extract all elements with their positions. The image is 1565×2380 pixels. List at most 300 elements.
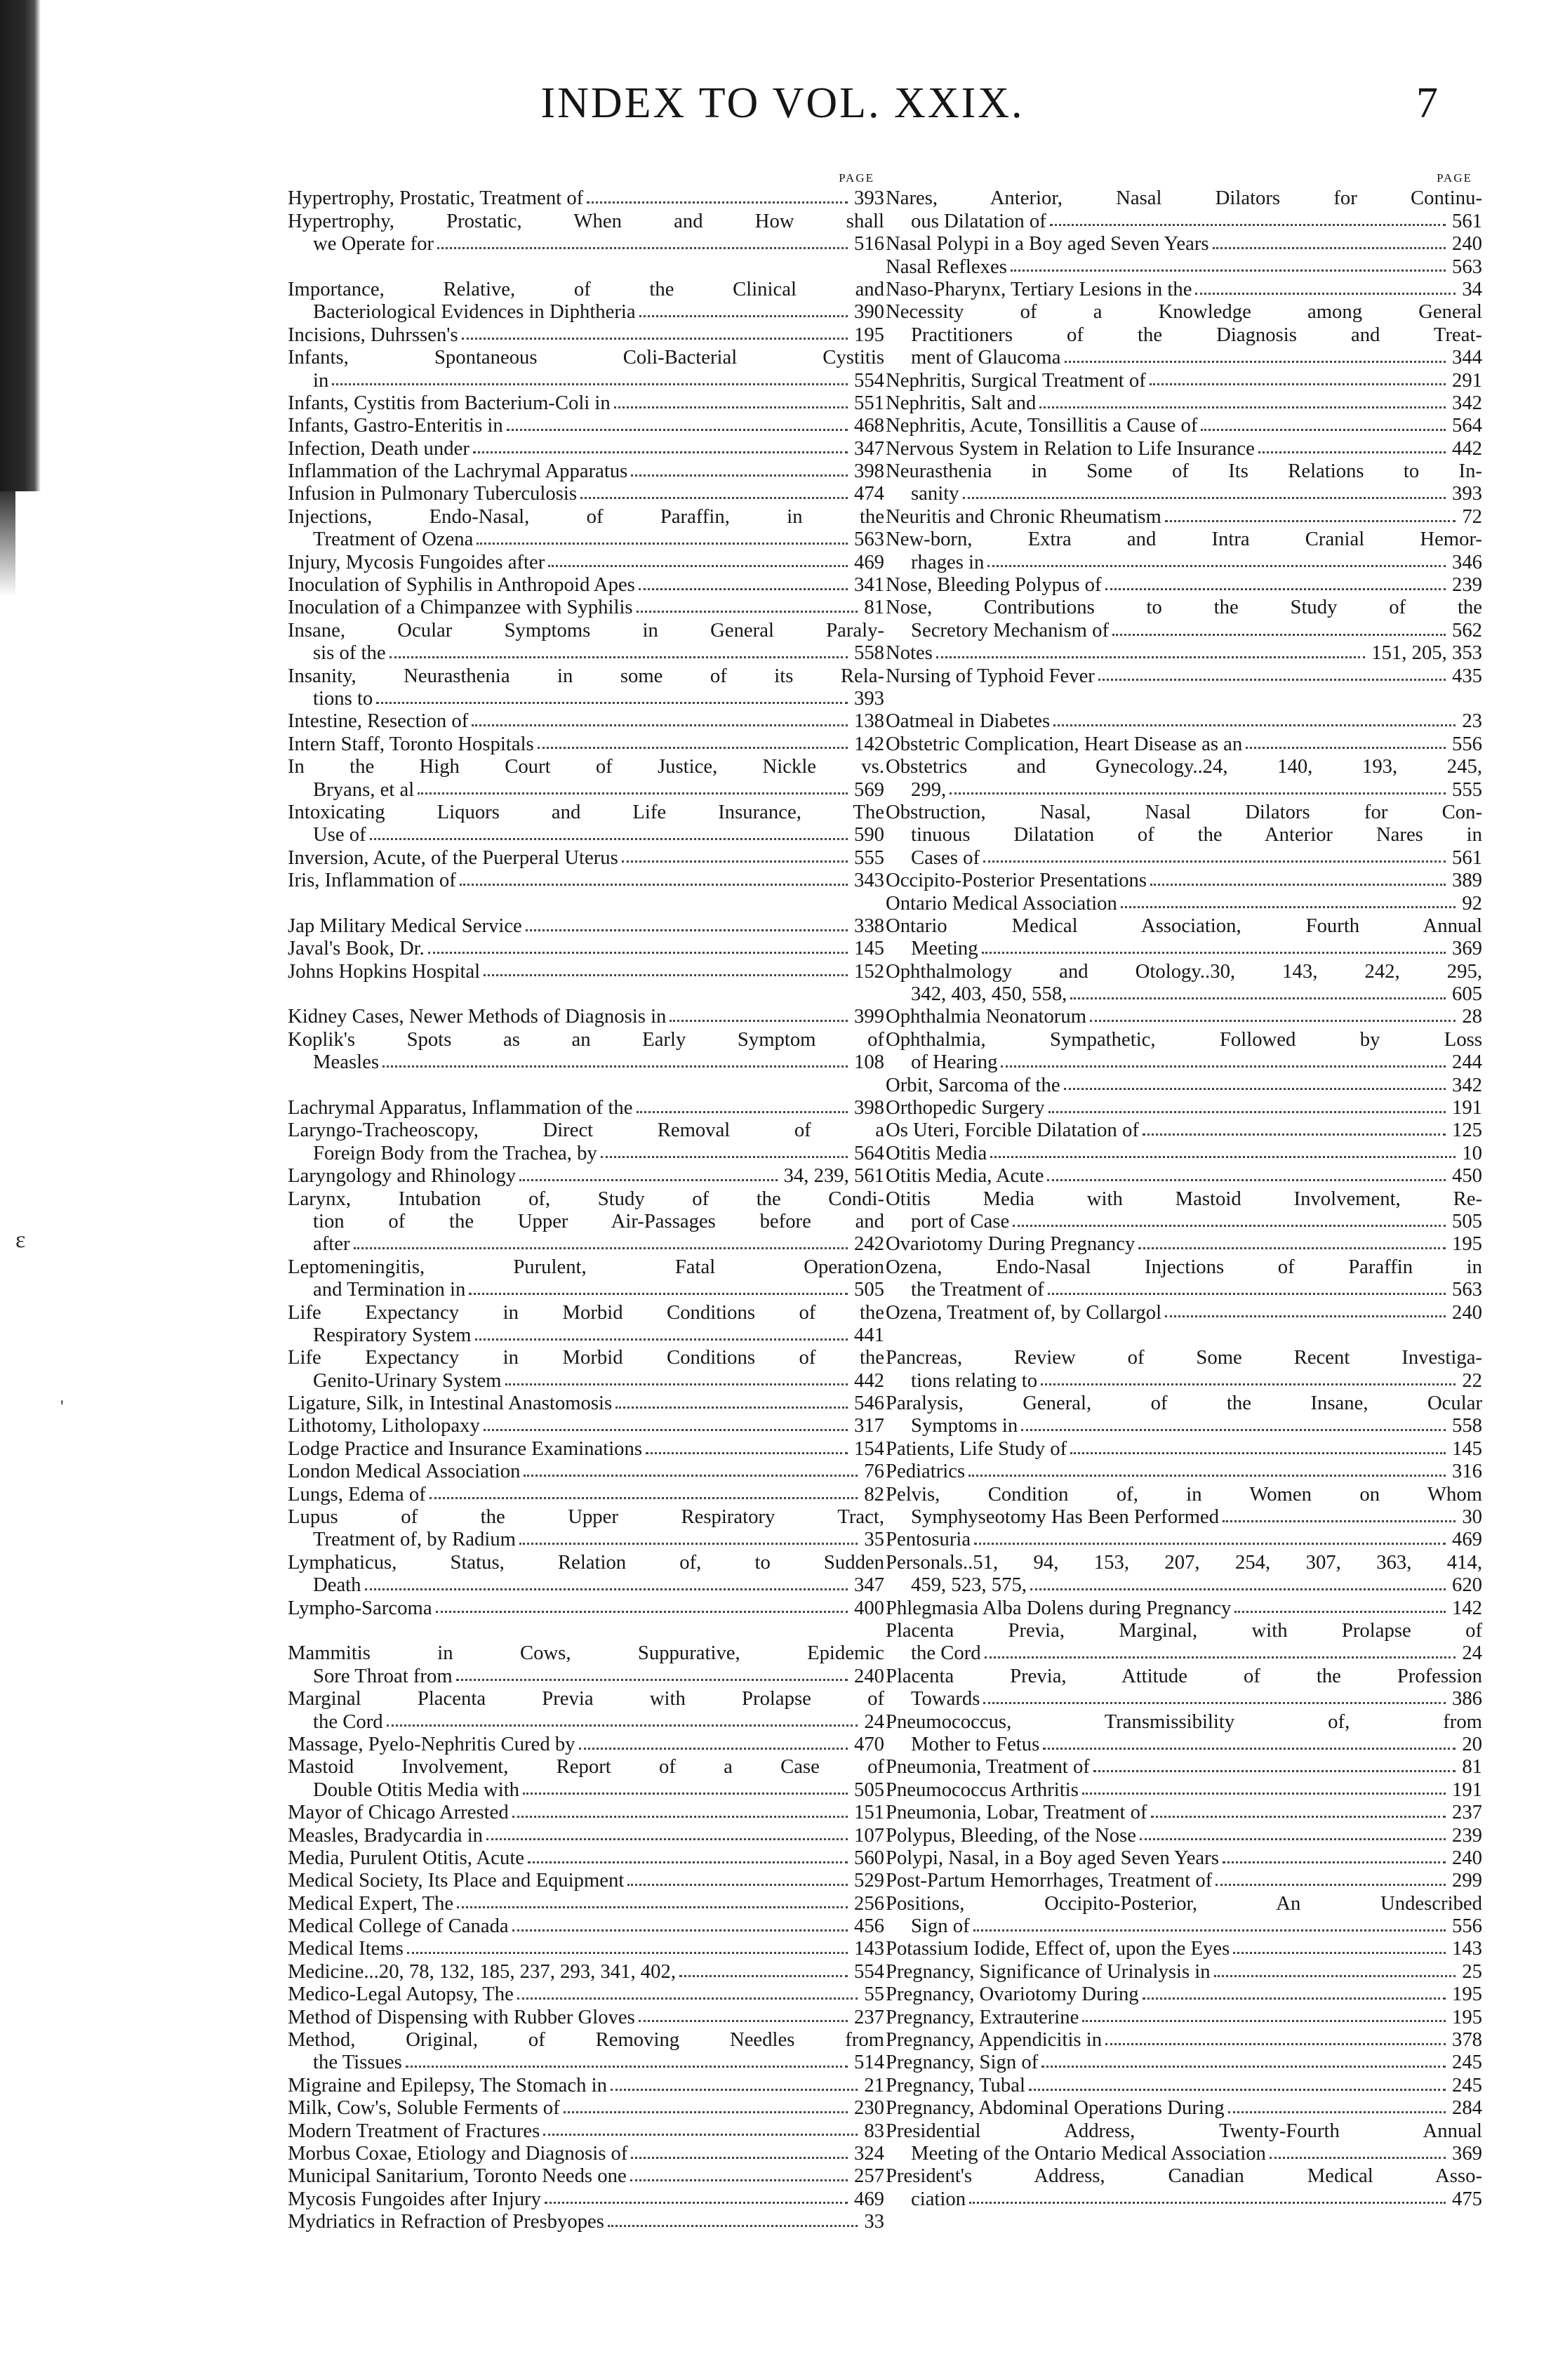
index-entry-text: Milk, Cow's, Soluble Ferments of [288, 2096, 560, 2120]
index-entry-text: Municipal Sanitarium, Toronto Needs one [288, 2165, 627, 2188]
page-reference: 242 [853, 1232, 884, 1256]
index-entry [886, 710, 1482, 732]
page-column-heading: PAGE [839, 171, 874, 185]
index-entry [288, 2188, 884, 2210]
index-entry-heading [886, 1074, 1482, 1096]
page-reference: 20 [1462, 1732, 1482, 1755]
page-reference: 546 [853, 1392, 884, 1415]
index-entry-text: Injections, Endo-Nasal, of Paraffin, in the [288, 505, 884, 528]
index-entry [288, 1755, 884, 1801]
dot-leader [1105, 2043, 1446, 2045]
dot-leader [974, 1543, 1446, 1545]
index-entry-text: Phlegmasia Alba Dolens during Pregnancy [886, 1596, 1232, 1619]
index-entry-heading [886, 915, 1482, 937]
index-entry-text: Life Expectancy in Morbid Conditions of the [288, 1301, 884, 1324]
dot-leader [484, 974, 848, 976]
index-entry-text: Pregnancy, Abdominal Operations During [886, 2096, 1225, 2120]
index-entry-text: Larynx, Intubation of, Study of the Condi- [288, 1187, 884, 1210]
index-entry-heading [886, 232, 1482, 255]
page-reference: 556 [1451, 732, 1482, 755]
dot-leader [1214, 1975, 1456, 1977]
index-entry [288, 1256, 884, 1301]
index-entry-text: after [313, 1232, 350, 1256]
dot-leader [477, 543, 848, 545]
dot-leader [538, 747, 848, 749]
index-entry-continuation [886, 1278, 1482, 1301]
page-reference: 23 [1462, 710, 1482, 733]
index-entry [288, 1824, 884, 1847]
page-reference: 34 [1462, 277, 1482, 300]
index-entry [288, 1551, 884, 1597]
page-reference: 191 [1451, 1778, 1482, 1801]
page-reference: 34, 239, 561 [783, 1164, 884, 1188]
index-entry-text: Orbit, Sarcoma of the [886, 1073, 1060, 1096]
page-reference: 195 [1451, 1232, 1482, 1256]
index-entry-text: Hypertrophy, Prostatic, Treatment of [288, 187, 584, 210]
index-entry-text: In the High Court of Justice, Nickle vs. [288, 755, 884, 778]
dot-leader [1048, 1293, 1446, 1295]
index-entry-text: Nasal Reflexes [886, 255, 1007, 278]
index-entry [288, 1983, 884, 2005]
page-reference: 505 [853, 1778, 884, 1801]
dot-leader [1029, 2089, 1446, 2091]
index-entry-continuation [288, 528, 884, 550]
page-reference: 28 [1462, 1005, 1482, 1028]
index-entry-text: President's Address, Canadian Medical Asso- [886, 2165, 1482, 2188]
index-entry-heading [288, 937, 884, 959]
dot-leader [580, 497, 848, 499]
dot-leader [1082, 1793, 1446, 1795]
dot-leader [564, 2111, 848, 2113]
index-entry-heading [288, 414, 884, 437]
index-entry [886, 1164, 1482, 1187]
index-entry-heading [288, 1483, 884, 1505]
index-entry-heading [886, 1619, 1482, 1642]
page-reference: 291 [1451, 368, 1482, 392]
index-entry-heading [886, 1755, 1482, 1778]
dot-leader [1165, 1315, 1446, 1317]
page-reference: 442 [853, 1369, 884, 1392]
index-entry-text: Pelvis, Condition of, in Women on Whom [886, 1482, 1482, 1505]
index-entry-text: the Cord [911, 1642, 981, 1665]
page-reference: 342 [1451, 1073, 1482, 1096]
index-entry-text: Lungs, Edema of [288, 1482, 426, 1505]
index-entry-text: Jap Military Medical Service [288, 914, 522, 937]
index-entry [288, 324, 884, 346]
index-entry-continuation [288, 369, 884, 392]
page-reference: 400 [853, 1596, 884, 1619]
index-entry-heading [288, 1301, 884, 1324]
index-entry-heading [886, 1005, 1482, 1028]
page-reference: 195 [1451, 2005, 1482, 2028]
index-entry-text: Laryngology and Rhinology [288, 1164, 517, 1188]
index-entry-text: Nephritis, Salt and [886, 391, 1037, 414]
index-entry [886, 1801, 1482, 1823]
index-entry [886, 369, 1482, 392]
index-entry-text: the Cord [313, 1710, 383, 1733]
index-entry [886, 392, 1482, 414]
index-entry [288, 937, 884, 959]
page-reference: 230 [853, 2096, 884, 2120]
index-entry-continuation [886, 482, 1482, 505]
index-entry-heading [288, 1824, 884, 1847]
dot-leader [545, 2202, 848, 2204]
index-entry [288, 482, 884, 505]
page-reference: 21 [864, 2073, 884, 2096]
dot-leader [472, 724, 848, 726]
page-reference: 195 [1451, 1983, 1482, 2006]
index-entry-text: ciation [911, 2187, 966, 2210]
page-reference: 237 [1451, 1801, 1482, 1824]
index-entry [288, 1301, 884, 1347]
index-entry [288, 1687, 884, 1733]
index-entry-continuation [886, 1574, 1482, 1596]
index-entry-heading [288, 1460, 884, 1482]
dot-leader [484, 1429, 848, 1431]
dot-leader [1011, 270, 1446, 272]
index-entry-continuation [288, 232, 884, 255]
index-entry-text: Mammitis in Cows, Suppurative, Epidemic [288, 1642, 884, 1665]
index-entry-text: Ozena, Endo-Nasal Injections of Paraffin in [886, 1255, 1482, 1278]
page-reference: 605 [1451, 983, 1482, 1006]
dot-leader [1138, 1247, 1446, 1249]
index-entry-heading [288, 1983, 884, 2005]
index-entry [886, 1028, 1482, 1074]
index-entry-text: Lithotomy, Litholopaxy [288, 1414, 480, 1437]
index-entry-text: rhages in [911, 550, 985, 573]
index-entry-heading [886, 1392, 1482, 1414]
index-entry-heading [886, 1892, 1482, 1915]
index-entry-heading [886, 1665, 1482, 1687]
page-reference: 516 [853, 232, 884, 255]
index-entry-text: Lodge Practice and Insurance Examinations [288, 1437, 643, 1460]
index-entry-text: Ovariotomy During Pregnancy [886, 1232, 1136, 1256]
index-entry [886, 641, 1482, 664]
index-entries-right [886, 187, 1482, 2210]
index-entry-continuation [886, 1733, 1482, 1755]
index-entry-heading [288, 1028, 884, 1051]
index-entry [886, 2165, 1482, 2210]
index-entry [886, 1665, 1482, 1710]
index-entry-continuation [288, 300, 884, 323]
index-entry-heading [886, 505, 1482, 528]
index-entry-text: and Termination in [313, 1278, 466, 1301]
index-entry-text: Use of [313, 823, 366, 846]
dot-leader [1047, 1179, 1445, 1181]
index-entry [886, 733, 1482, 755]
index-entry-text: Media, Purulent Otitis, Acute [288, 1846, 525, 1869]
page-reference: 505 [1451, 1209, 1482, 1232]
index-entry-text: Ontario Medical Association [886, 891, 1117, 915]
page-reference: 142 [1451, 1596, 1482, 1619]
index-entry-heading [886, 1142, 1482, 1164]
dot-leader [418, 792, 848, 795]
index-entry-heading [288, 596, 884, 618]
index-entry-continuation [288, 1710, 884, 1733]
index-entry [288, 1119, 884, 1164]
page-reference: 145 [853, 937, 884, 960]
index-entry [886, 2096, 1482, 2119]
index-entry-text: Infants, Spontaneous Coli-Bacterial Cystitis [288, 346, 884, 369]
page-reference: 435 [1451, 664, 1482, 687]
page-reference: 555 [1451, 778, 1482, 801]
page-reference: 468 [853, 414, 884, 437]
index-entry-continuation [886, 346, 1482, 368]
index-entry-text: Nose, Bleeding Polypus of [886, 573, 1102, 597]
dot-leader [990, 1156, 1456, 1158]
dot-leader [936, 656, 1365, 658]
index-entry-text: Pneumococcus, Transmissibility of, from [886, 1710, 1482, 1733]
page-reference: 558 [853, 641, 884, 665]
dot-leader [437, 247, 848, 249]
index-entry-continuation [886, 1505, 1482, 1528]
page-reference: 151, 205, 353 [1371, 641, 1482, 665]
page-reference: 369 [1451, 937, 1482, 960]
index-entry-text: Insanity, Neurasthenia in some of its Rela- [288, 664, 884, 687]
page-reference: 143 [1451, 1937, 1482, 1960]
index-entry-heading [288, 733, 884, 755]
index-entry-text: Towards [911, 1687, 980, 1710]
index-entry-text: Nervous System in Relation to Life Insurance [886, 437, 1255, 460]
index-entry-text: Cases of [911, 846, 980, 869]
index-entry-continuation [288, 1665, 884, 1687]
index-entry-text: Pregnancy, Appendicitis in [886, 2028, 1103, 2052]
index-entry-heading [288, 2210, 884, 2233]
index-entry-continuation [886, 324, 1482, 346]
index-entry-text: Naso-Pharynx, Tertiary Lesions in the [886, 277, 1192, 300]
index-entry [886, 1437, 1482, 1460]
index-entry [288, 846, 884, 869]
page-reference: 561 [1451, 846, 1482, 869]
index-entry-text: Neurasthenia in Some of Its Relations to In- [886, 460, 1482, 483]
index-entry-text: tinuous Dilatation of the Anterior Nares in [911, 823, 1482, 846]
dot-leader [1013, 1225, 1446, 1227]
index-entry-heading [886, 1528, 1482, 1550]
index-entry-text: Occipito-Posterior Presentations [886, 869, 1147, 892]
index-entry-continuation [886, 937, 1482, 959]
index-entry-text: Bryans, et al [313, 778, 415, 801]
index-entry-heading [288, 1687, 884, 1710]
index-entry [288, 1414, 884, 1437]
index-entry-text: Paralysis, General, of the Insane, Ocular [886, 1392, 1482, 1415]
index-entry-text: Nose, Contributions to the Study of the [886, 596, 1482, 619]
dot-leader [608, 2225, 858, 2227]
dot-leader [1001, 1065, 1446, 1068]
index-entry-continuation [288, 1324, 884, 1346]
index-entry-text: Modern Treatment of Fractures [288, 2119, 540, 2142]
index-entry-heading [886, 1188, 1482, 1210]
index-entry-heading [288, 2028, 884, 2051]
dot-leader [1030, 1588, 1446, 1590]
index-entry-text: Hypertrophy, Prostatic, When and How shall [288, 209, 884, 232]
index-entry-heading [886, 392, 1482, 414]
index-entry-text: Otitis Media with Mastoid Involvement, Re- [886, 1187, 1482, 1210]
dot-leader [1064, 1088, 1446, 1090]
index-entry-heading [288, 960, 884, 983]
page-reference: 554 [853, 368, 884, 392]
dot-leader [1201, 429, 1446, 431]
index-entry-text: Infusion in Pulmonary Tuberculosis [288, 482, 578, 505]
index-entry-heading [288, 278, 884, 300]
index-entry-text: in [313, 368, 329, 392]
index-entry-heading [288, 1505, 884, 1528]
index-entry-text: Inflammation of the Lachrymal Apparatus [288, 460, 628, 483]
index-entry-text: Secretory Mechanism of [911, 618, 1110, 641]
index-entry-heading [288, 324, 884, 346]
index-entry-heading [886, 710, 1482, 732]
page-reference: 151 [853, 1801, 884, 1824]
dot-leader [963, 497, 1446, 499]
index-entry-text: Positions, Occipito-Posterior, An Undescribed [886, 1892, 1482, 1915]
index-entry-heading [288, 1733, 884, 1755]
index-entry-text: Ozena, Treatment of, by Collargol [886, 1301, 1162, 1324]
index-entry-continuation [288, 641, 884, 664]
page-reference: 563 [1451, 255, 1482, 278]
dot-leader [982, 952, 1446, 954]
index-entry-heading [288, 551, 884, 573]
index-entry-text: Massage, Pyelo-Nephritis Cured by [288, 1732, 575, 1755]
index-entry [288, 2096, 884, 2119]
dot-leader [517, 1997, 858, 2000]
index-entry-continuation [288, 823, 884, 846]
index-entry-continuation [288, 2051, 884, 2073]
dot-leader [548, 565, 848, 567]
page-reference: 338 [853, 914, 884, 937]
index-entry-text: Symptoms in [911, 1414, 1018, 1437]
dot-leader [1041, 1383, 1456, 1385]
index-entry-text: Method, Original, of Removing Needles from [288, 2028, 884, 2052]
index-entry [886, 1779, 1482, 1801]
index-entry-continuation [886, 1687, 1482, 1710]
page-reference: 378 [1451, 2028, 1482, 2052]
page-reference: 125 [1451, 1119, 1482, 1142]
index-column-right [886, 164, 1482, 2210]
index-entry-text: Lachrymal Apparatus, Inflammation of the [288, 1096, 633, 1119]
page-reference: 76 [864, 1460, 884, 1483]
index-entry-continuation [886, 1414, 1482, 1437]
page-title: INDEX TO VOL. XXIX. [540, 79, 1025, 127]
page-reference: 107 [853, 1823, 884, 1847]
index-entry [886, 869, 1482, 891]
index-entry-heading [886, 255, 1482, 278]
page-reference: 398 [853, 1096, 884, 1119]
index-entry [886, 1188, 1482, 1233]
index-entry [886, 528, 1482, 573]
index-entry-heading [288, 1188, 884, 1210]
index-entry [288, 1164, 884, 1187]
dot-leader [1143, 1997, 1446, 2000]
page-reference: 239 [1451, 1823, 1482, 1847]
page-reference: 25 [1462, 1960, 1482, 1983]
page-reference: 83 [864, 2119, 884, 2142]
index-entry [288, 1642, 884, 1687]
index-entry-heading [288, 846, 884, 869]
dot-leader [1246, 747, 1446, 749]
page-reference: 505 [853, 1278, 884, 1301]
page-reference: 24 [864, 1710, 884, 1733]
index-entry-heading [886, 2165, 1482, 2187]
index-entry-text: Lupus of the Upper Respiratory Tract, [288, 1505, 884, 1529]
page-reference: 560 [853, 1846, 884, 1869]
dot-leader [462, 338, 848, 340]
index-entry-heading [288, 210, 884, 232]
index-entry [288, 1005, 884, 1028]
index-entry-continuation [886, 551, 1482, 573]
index-entry [886, 1937, 1482, 1960]
index-entry-text: Koplik's Spots as an Early Symptom of [288, 1028, 884, 1051]
index-entry [886, 596, 1482, 641]
page-reference: 470 [853, 1732, 884, 1755]
index-entry-heading [288, 1960, 884, 1983]
index-entry-heading [886, 278, 1482, 300]
page-reference: 284 [1451, 2096, 1482, 2120]
dot-leader [354, 1247, 848, 1249]
index-entry [886, 1619, 1482, 1665]
index-entry-text: Neuritis and Chronic Rheumatism [886, 505, 1161, 528]
index-entry-heading [886, 1028, 1482, 1051]
index-entry-text: Otitis Media [886, 1141, 987, 1164]
index-entry-text: Mycosis Fungoides after Injury [288, 2187, 541, 2210]
index-entry-text: Mydriatics in Refraction of Presbyopes [288, 2210, 604, 2233]
dot-leader [670, 1020, 848, 1022]
page-reference: 475 [1451, 2187, 1482, 2210]
dot-leader [524, 1475, 858, 1477]
index-entry-text: Patients, Life Study of [886, 1437, 1067, 1460]
index-entry [886, 915, 1482, 960]
dot-leader [627, 1884, 848, 1886]
index-entry [288, 2142, 884, 2165]
page-reference: 341 [853, 573, 884, 597]
page-reference: 82 [864, 1482, 884, 1505]
index-entry-text: New-born, Extra and Intra Cranial Hemor- [886, 528, 1482, 551]
dot-leader [1258, 451, 1446, 453]
page-reference: 563 [1451, 1278, 1482, 1301]
index-entry-heading [886, 1847, 1482, 1869]
index-entry-heading [886, 1437, 1482, 1460]
index-entry [886, 2051, 1482, 2073]
index-entry [886, 1528, 1482, 1550]
dot-leader [1112, 634, 1446, 636]
index-entry [288, 346, 884, 392]
dot-leader [601, 1156, 848, 1158]
page-reference: 256 [853, 1892, 884, 1915]
index-entry-continuation [886, 1210, 1482, 1232]
page-reference: 469 [853, 550, 884, 573]
index-entry [288, 392, 884, 414]
scan-edge-shadow-lower [0, 491, 15, 597]
dot-leader [365, 1588, 848, 1590]
index-entry-text: Pregnancy, Ovariotomy During [886, 1983, 1139, 2006]
index-entry [288, 505, 884, 551]
dot-leader [457, 1906, 848, 1908]
index-entry-text: Measles [313, 1051, 380, 1074]
index-entry-text: Polypus, Bleeding, of the Nose [886, 1823, 1136, 1847]
index-entry-continuation [886, 823, 1482, 846]
index-entry [288, 1937, 884, 1960]
index-entry-text: Obstruction, Nasal, Nasal Dilators for Con- [886, 800, 1482, 823]
index-entry [886, 460, 1482, 505]
index-entry-heading [886, 528, 1482, 550]
dot-leader [631, 2157, 848, 2159]
index-entry-text: Importance, Relative, of the Clinical and [288, 277, 884, 300]
index-entry-text: Death [313, 1574, 361, 1597]
index-entry [886, 1892, 1482, 1938]
index-entry-text: Os Uteri, Forcible Dilatation of [886, 1119, 1139, 1142]
index-entry [288, 1096, 884, 1119]
index-entry-heading [288, 2142, 884, 2165]
page-reference: 81 [864, 596, 884, 619]
index-entry [288, 1733, 884, 1755]
